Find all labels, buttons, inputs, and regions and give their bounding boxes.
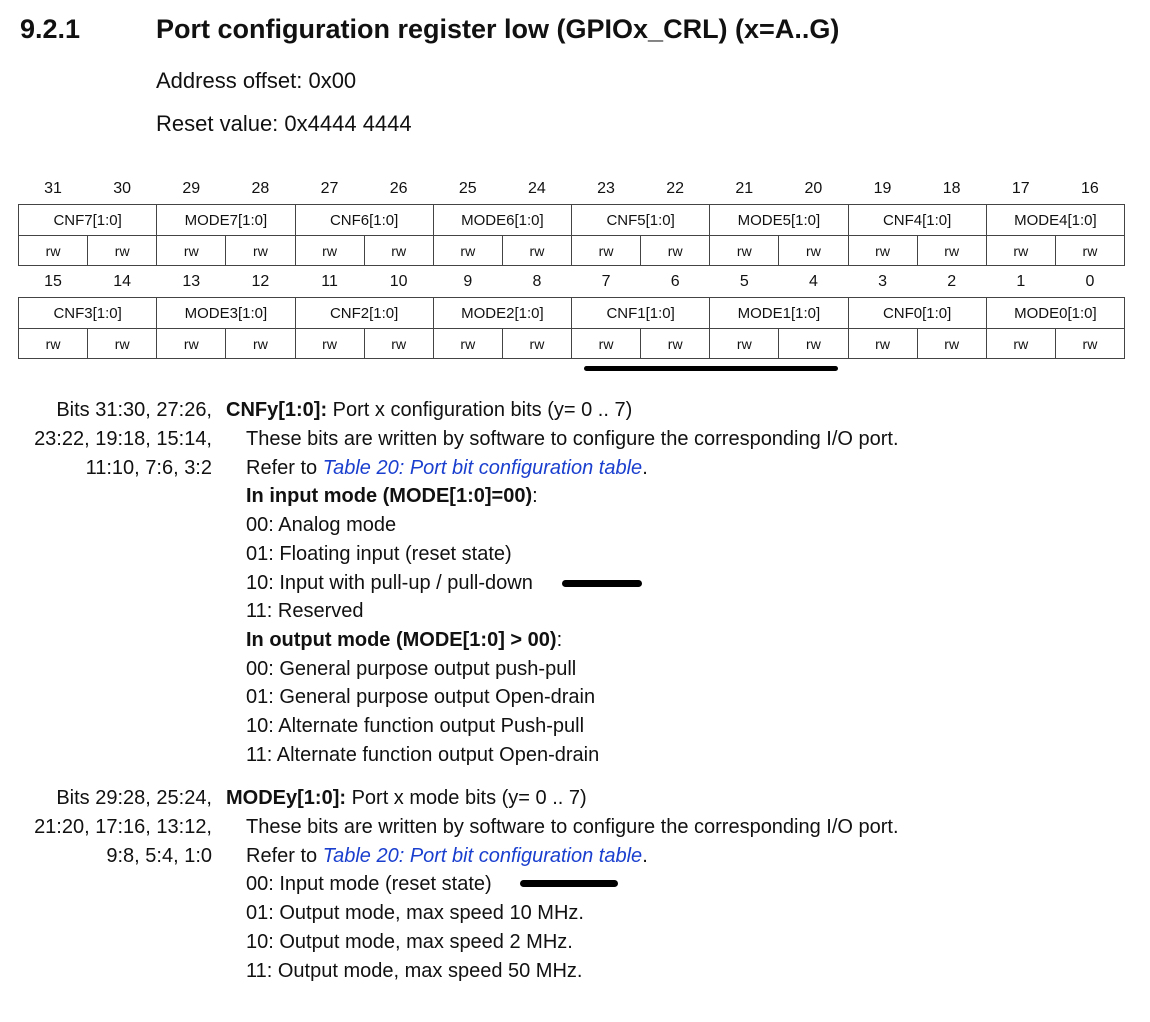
register-field: CNF4[1:0] <box>848 205 986 236</box>
access-type: rw <box>364 329 433 359</box>
access-type: rw <box>641 329 710 359</box>
underline-marker <box>584 366 838 371</box>
bit-number: 7 <box>601 273 611 290</box>
bit-number: 19 <box>873 180 892 197</box>
bit-number: 31 <box>44 180 62 197</box>
access-row <box>19 329 1125 359</box>
register-table-lower <box>18 267 1125 359</box>
register-field: CNF0[1:0] <box>848 298 986 329</box>
cnf-description <box>246 425 899 769</box>
access-type: rw <box>88 329 157 359</box>
bit-number: 10 <box>389 273 408 290</box>
access-type: rw <box>19 236 88 266</box>
register-field: CNF6[1:0] <box>295 205 433 236</box>
cnf-refer: Refer to Table 20: Port bit configuration table. <box>246 456 648 479</box>
bit-number: 14 <box>113 273 132 290</box>
list-item: 01: Floating input (reset state) <box>246 542 512 565</box>
register-field: MODE6[1:0] <box>433 205 571 236</box>
access-row <box>19 236 1125 266</box>
mode-bits-label: Bits 29:28, 25:24, 21:20, 17:16, 13:12, 9:8, 5:4, 1:0 <box>34 787 212 867</box>
access-type: rw <box>848 236 917 266</box>
access-type: rw <box>1055 236 1124 266</box>
access-type: rw <box>433 236 502 266</box>
bit-number: 21 <box>735 180 754 197</box>
access-type: rw <box>157 236 226 266</box>
access-type: rw <box>226 236 295 266</box>
bit-number: 16 <box>1081 180 1099 197</box>
bit-number: 2 <box>947 273 957 290</box>
list-item: 10: Alternate function output Push-pull <box>246 715 585 738</box>
access-type: rw <box>502 329 571 359</box>
list-item: 11: Reserved <box>246 600 364 623</box>
bit-number: 8 <box>532 273 542 290</box>
access-type: rw <box>779 236 848 266</box>
bit-number-row <box>19 174 1125 205</box>
cnf-bits-label: Bits 31:30, 27:26, 23:22, 19:18, 15:14, 11:10, 7:6, 3:2 <box>34 399 212 479</box>
access-type: rw <box>779 329 848 359</box>
bit-number: 6 <box>670 273 680 290</box>
list-item: 00: Input mode (reset state) <box>246 873 492 896</box>
register-table-upper <box>18 174 1125 266</box>
bit-number: 13 <box>182 273 201 290</box>
access-type: rw <box>986 329 1055 359</box>
bit-number: 25 <box>458 180 477 197</box>
section-title: Port configuration register low (GPIOx_CRL) (x=A..G) <box>156 14 840 44</box>
list-item: 01: General purpose output Open-drain <box>246 686 596 709</box>
list-item: 11: Alternate function output Open-drain <box>246 743 600 766</box>
bit-number-row <box>19 267 1125 298</box>
bit-number: 17 <box>1011 180 1030 197</box>
register-field: CNF2[1:0] <box>295 298 433 329</box>
table20-link[interactable]: Table 20: Port bit configuration table <box>322 844 643 867</box>
register-field: CNF7[1:0] <box>19 205 157 236</box>
register-field: MODE7[1:0] <box>157 205 295 236</box>
bit-number: 18 <box>942 180 961 197</box>
list-item: 00: Analog mode <box>246 514 397 537</box>
bit-number: 9 <box>463 273 473 290</box>
reset-value: Reset value: 0x4444 4444 <box>156 111 412 136</box>
mode-title: MODEy[1:0]: Port x mode bits (y= 0 .. 7) <box>226 787 587 809</box>
access-type: rw <box>226 329 295 359</box>
cnf-output-heading: In output mode (MODE[1:0] > 00): <box>246 628 563 651</box>
bit-number: 23 <box>597 180 615 197</box>
list-item: 10: Input with pull-up / pull-down <box>246 571 533 594</box>
register-field: MODE2[1:0] <box>433 298 571 329</box>
bit-number: 20 <box>804 180 823 197</box>
mode-description <box>246 813 899 985</box>
bit-number: 3 <box>878 273 888 290</box>
register-field: CNF3[1:0] <box>19 298 157 329</box>
bit-number: 11 <box>321 273 338 290</box>
access-type: rw <box>157 329 226 359</box>
register-field: MODE5[1:0] <box>710 205 848 236</box>
access-type: rw <box>641 236 710 266</box>
access-type: rw <box>19 329 88 359</box>
bit-number: 5 <box>739 273 749 290</box>
access-type: rw <box>502 236 571 266</box>
field-name-row <box>19 298 1125 329</box>
bit-number: 29 <box>182 180 201 197</box>
bit-number: 15 <box>44 273 62 290</box>
bit-number: 27 <box>320 180 339 197</box>
cnf-title: CNFy[1:0]: Port x configuration bits (y= 0 .. 7) <box>226 399 633 421</box>
access-type: rw <box>986 236 1055 266</box>
access-type: rw <box>710 329 779 359</box>
list-item: 01: Output mode, max speed 10 MHz. <box>246 902 584 925</box>
bit-number: 0 <box>1085 273 1095 290</box>
register-field: MODE0[1:0] <box>986 298 1124 329</box>
bit-number: 22 <box>666 180 685 197</box>
register-field: CNF1[1:0] <box>572 298 710 329</box>
address-offset: Address offset: 0x00 <box>156 68 357 93</box>
list-item: 10: Output mode, max speed 2 MHz. <box>246 930 573 953</box>
access-type: rw <box>1055 329 1124 359</box>
register-field: CNF5[1:0] <box>572 205 710 236</box>
access-type: rw <box>295 236 364 266</box>
access-type: rw <box>88 236 157 266</box>
access-type: rw <box>572 329 641 359</box>
access-type: rw <box>848 329 917 359</box>
cnf-input-heading: In input mode (MODE[1:0]=00): <box>246 485 538 508</box>
section-number: 9.2.1 <box>20 14 81 44</box>
bit-number: 24 <box>528 180 546 197</box>
cnf-line1: These bits are written by software to configure the corresponding I/O port. <box>246 428 899 450</box>
bit-number: 28 <box>251 180 270 197</box>
mode-line1: These bits are written by software to configure the corresponding I/O port. <box>246 816 899 838</box>
register-field: MODE3[1:0] <box>157 298 295 329</box>
access-type: rw <box>433 329 502 359</box>
table20-link[interactable]: Table 20: Port bit configuration table <box>322 456 643 479</box>
register-field: MODE4[1:0] <box>986 205 1124 236</box>
list-item: 11: Output mode, max speed 50 MHz. <box>246 959 583 982</box>
field-name-row <box>19 205 1125 236</box>
register-field: MODE1[1:0] <box>710 298 848 329</box>
access-type: rw <box>710 236 779 266</box>
access-type: rw <box>295 329 364 359</box>
bit-number: 1 <box>1016 273 1026 290</box>
bit-number: 12 <box>251 273 270 290</box>
bit-number: 30 <box>113 180 132 197</box>
bit-number: 4 <box>808 273 818 290</box>
access-type: rw <box>572 236 641 266</box>
mode-refer: Refer to Table 20: Port bit configuration table. <box>246 844 648 867</box>
access-type: rw <box>364 236 433 266</box>
bit-number: 26 <box>389 180 408 197</box>
access-type: rw <box>917 329 986 359</box>
list-item: 00: General purpose output push-pull <box>246 657 577 680</box>
access-type: rw <box>917 236 986 266</box>
